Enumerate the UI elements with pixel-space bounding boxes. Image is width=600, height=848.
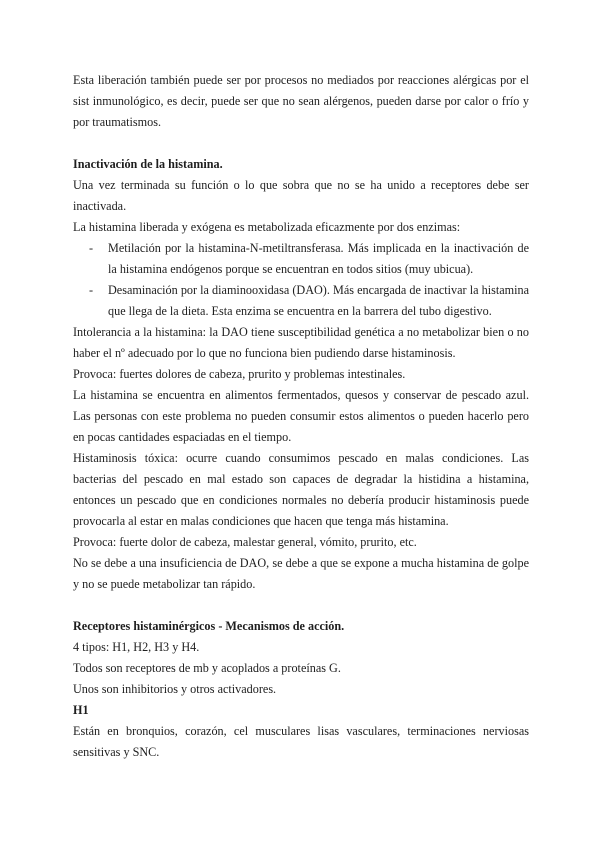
list-item-text: Desaminación por la diaminooxidasa (DAO). Más encargada de inactivar la histamina que llega de la dieta. Esta enzima se encuentra en la barrera del tubo digestivo.	[108, 283, 529, 318]
paragraph: Histaminosis tóxica: ocurre cuando consumimos pescado en malas condiciones. Las bacterias del pescado en mal estado son capaces de degradar la histidina a histamina, entonces un pescado que en condiciones normales no debería producir histaminosis puede provocarla al estar en malas condiciones que hacen que tenga más histamina.	[73, 451, 529, 528]
paragraph: Todos son receptores de mb y acoplados a proteínas G.	[73, 661, 341, 675]
spacer	[73, 133, 529, 154]
subheading-h1: H1	[73, 703, 89, 717]
paragraph: Provoca: fuertes dolores de cabeza, prurito y problemas intestinales.	[73, 367, 406, 381]
document-page	[73, 70, 529, 763]
paragraph: No se debe a una insuficiencia de DAO, se debe a que se expone a mucha histamina de golpe y no se puede metabolizar tan rápido.	[73, 556, 529, 591]
paragraph: La histamina liberada y exógena es metabolizada eficazmente por dos enzimas:	[73, 220, 461, 234]
intro-paragraph: Esta liberación también puede ser por procesos no mediados por reacciones alérgicas por el sist inmunológico, es decir, puede ser que no sean alérgenos, pueden darse por calor o frío y por traumatismos.	[73, 73, 529, 129]
list-item	[73, 280, 529, 322]
enzyme-list	[73, 238, 529, 322]
list-item-text: Metilación por la histamina-N-metiltransferasa. Más implicada en la inactivación de la histamina endógenos porque se encuentran en todos sitios (muy ubicua).	[108, 241, 529, 276]
list-bullet: -	[89, 283, 94, 297]
paragraph: Intolerancia a la histamina: la DAO tiene susceptibilidad genética a no metabolizar bien o no haber el nº adecuado por lo que no funciona bien pudiendo darse histaminosis.	[73, 325, 529, 360]
section-heading-receptors: Receptores histaminérgicos - Mecanismos de acción.	[73, 619, 345, 633]
spacer	[73, 595, 529, 616]
paragraph: La histamina se encuentra en alimentos fermentados, quesos y conservar de pescado azul. Las personas con este problema no pueden consumir estos alimentos o pueden hacerlo pero en pocas cantidades espaciadas en el tiempo.	[73, 388, 529, 444]
section-heading-inactivation: Inactivación de la histamina.	[73, 157, 223, 171]
paragraph: Están en bronquios, corazón, cel musculares lisas vasculares, terminaciones nerviosas sensitivas y SNC.	[73, 724, 529, 759]
list-item	[73, 238, 529, 280]
list-bullet: -	[89, 241, 94, 255]
paragraph: Provoca: fuerte dolor de cabeza, malestar general, vómito, prurito, etc.	[73, 535, 417, 549]
paragraph: 4 tipos: H1, H2, H3 y H4.	[73, 640, 200, 654]
paragraph: Unos son inhibitorios y otros activadores.	[73, 682, 277, 696]
paragraph: Una vez terminada su función o lo que sobra que no se ha unido a receptores debe ser inactivada.	[73, 178, 529, 213]
